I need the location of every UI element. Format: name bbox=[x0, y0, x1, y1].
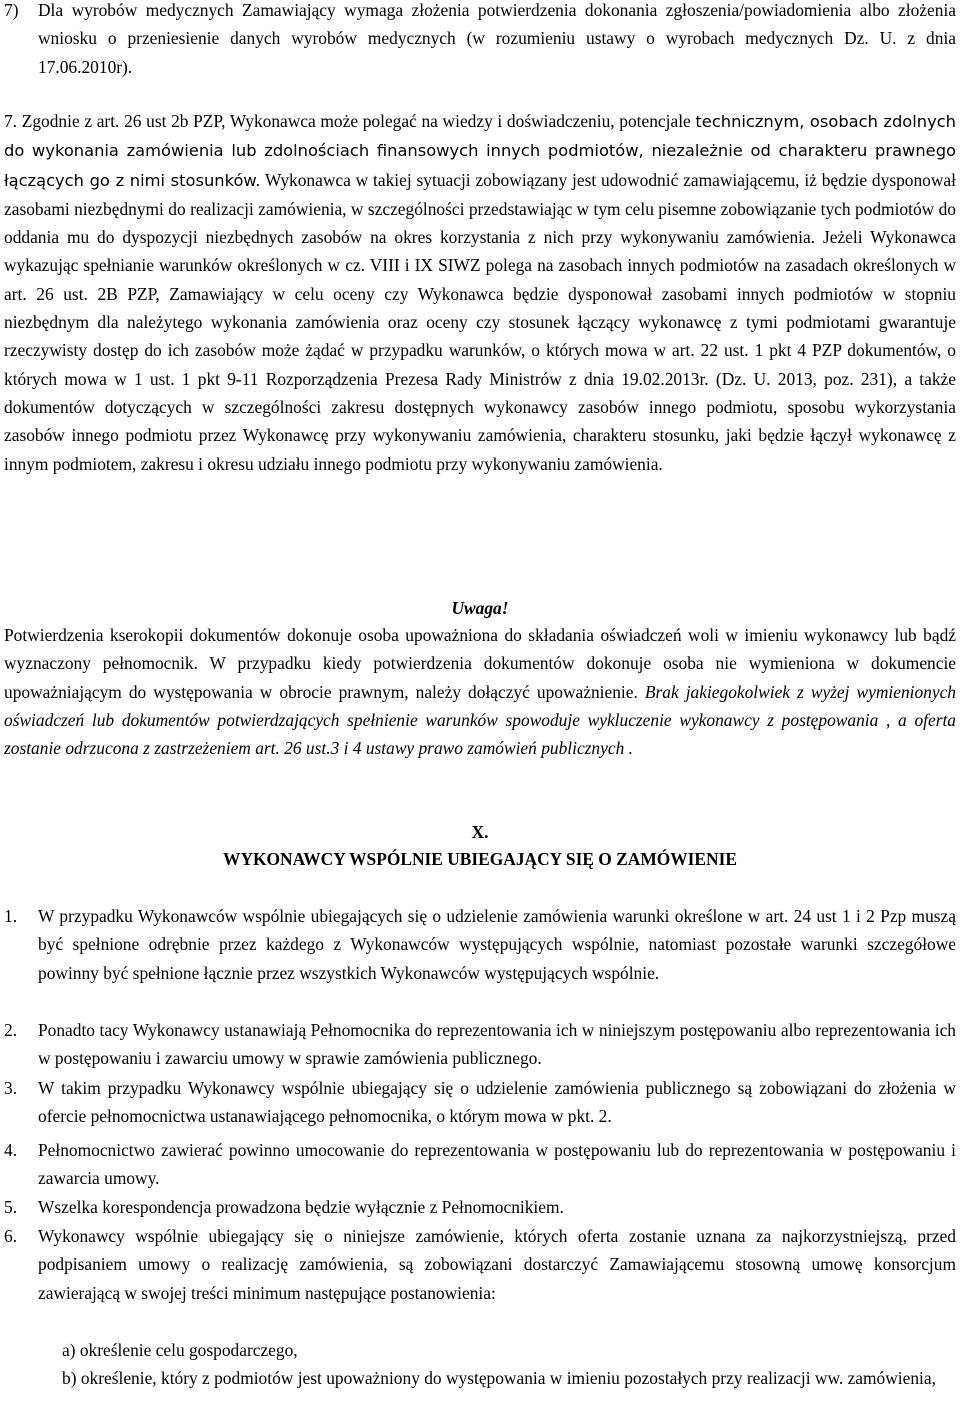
list-item bbox=[4, 1016, 956, 1073]
uwaga-heading: Uwaga! bbox=[451, 598, 509, 618]
list-item-number: 2. bbox=[4, 1020, 18, 1040]
paragraph-7 bbox=[4, 107, 956, 478]
list-item bbox=[4, 1136, 956, 1193]
list-item bbox=[4, 1193, 956, 1221]
item-7-parenthesis bbox=[4, 0, 956, 81]
list-item bbox=[4, 1222, 956, 1307]
list-item-number: 3. bbox=[4, 1078, 18, 1098]
section-number: X. bbox=[471, 822, 489, 842]
list-item-number: 5. bbox=[4, 1197, 18, 1217]
list-item-text: Ponadto tacy Wykonawcy ustanawiają Pełnomocnika do reprezentowania ich w niniejszym postępowaniu albo reprezentowania ich w postępowaniu i zawarciu umowy w sprawie zamówienia publicznego. bbox=[38, 1020, 956, 1069]
list-item-number: 1. bbox=[4, 906, 18, 926]
list-item-text: W takim przypadku Wykonawcy wspólnie ubiegający się o udzielenie zamówienia publicznego są zobowiązani do złożenia w ofercie pełnomocnictwa ustanawiającego pełnomocnika, o którym mowa w pkt. 2. bbox=[38, 1078, 956, 1127]
list-item-text: Wykonawcy wspólnie ubiegający się o niniejsze zamówienie, których oferta zostanie uznana za najkorzystniejszą, przed podpisaniem umowy o realizację zamówienia, są zobowiązani dostarczyć Zamawiającemu stosowną umowę konsorcjum zawierającą w swojej treści minimum następujące postanowienia: bbox=[38, 1226, 956, 1303]
paragraph-rest: Wykonawca w takiej sytuacji zobowiązany jest udowodnić zamawiającemu, iż będzie dysponował zasobami niezbędnymi do realizacji zamówienia, w szczególności przedstawiając w tym celu pisemne zobowiązanie tych podmiotów do oddania mu do dyspozycji niezbędnych zasobów na okres korzystania z nich przy wykonywaniu zamówienia. Jeżeli Wykonawca wykazując spełnianie warunków określonych w cz. VIII i IX SIWZ polega na zasobach innych podmiotów na zasadach określonych w art. 26 ust. 2B PZP, Zamawiający w celu oceny czy Wykonawca będzie dysponował zasobami innych podmiotów w stopniu niezbędnym dla należytego wykonania zamówienia oraz oceny czy stosunek łączący wykonawcę z tymi podmiotami gwarantuje rzeczywisty dostęp do ich zasobów może żądać w przypadku warunków, o których mowa w art. 22 ust. 1 pkt 4 PZP dokumentów, o których mowa w 1 ust. 1 pkt 9-11 Rozporządzenia Prezesa Rady Ministrów z dnia 19.02.2013r. (Dz. U. 2013, poz. 231), a także dokumentów dotyczących w szczególności zakresu dostępnych wykonawcy zasobów innego podmiotu, sposobu wykorzystania zasobów innego podmiotu przez Wykonawcę przy wykonywaniu zamówienia, charakteru stosunku, jaki będzie łączył wykonawcę z innym podmiotem, zakresu i okresu udziału innego podmiotu przy wykonywaniu zamówienia. bbox=[4, 169, 956, 474]
paragraph-sans-part: technicznym, osobach zdolnych do wykonania zamówienia lub zdolnościach finansowych innych podmiotów, niezależnie od charakteru prawnego łączących go z nimi stosunków. bbox=[4, 112, 956, 190]
list-item-text: W przypadku Wykonawców wspólnie ubiegających się o udzielenie zamówienia warunki określone w art. 24 ust 1 i 2 Pzp muszą być spełnione odrębnie przez każdego z Wykonawców występujących wspólnie, natomiast pozostałe warunki szczegółowe powinny być spełnione łącznie przez wszystkich Wykonawców występujących wspólnie. bbox=[38, 906, 956, 983]
item-number: 7) bbox=[4, 0, 19, 20]
uwaga-italic-text: Brak jakiegokolwiek z wyżej wymienionych oświadczeń lub dokumentów potwierdzających spełnienie warunków spowoduje wykluczenie wykonawcy z postępowania , a oferta zostanie odrzucona z zastrzeżeniem art. 26 ust.3 i 4 ustawy prawo zamówień publicznych . bbox=[4, 681, 956, 759]
paragraph-lead: 7. Zgodnie z art. 26 ust 2b PZP, Wykonawca może polegać na wiedzy i doświadczeniu, potencjale bbox=[4, 111, 691, 131]
sub-list-item: a) określenie celu gospodarczego, bbox=[62, 1340, 298, 1360]
section-title: WYKONAWCY WSPÓLNIE UBIEGAJĄCY SIĘ O ZAMÓWIENIE bbox=[223, 849, 737, 869]
uwaga-text: Potwierdzenia kserokopii dokumentów dokonuje osoba upoważniona do składania oświadczeń woli w imieniu wykonawcy lub bądź wyznaczony pełnomocnik. W przypadku kiedy potwierdzenia dokumentów dokonuje osoba nie wymieniona w dokumencie upoważniającym do występowania w obrocie prawnym, należy dołączyć upoważnienie. bbox=[4, 625, 956, 702]
list-item-number: 6. bbox=[4, 1226, 18, 1246]
list-item bbox=[4, 902, 956, 987]
item-text: Dla wyrobów medycznych Zamawiający wymaga złożenia potwierdzenia dokonania zgłoszenia/powiadomienia albo złożenia wniosku o przeniesienie danych wyrobów medycznych (w rozumieniu ustawy o wyrobach medycznych Dz. U. z dnia 17.06.2010r). bbox=[38, 0, 956, 77]
list-item-text: Pełnomocnictwo zawierać powinno umocowanie do reprezentowania w postępowaniu lub do reprezentowania w postępowaniu i zawarcia umowy. bbox=[38, 1140, 956, 1189]
list-item bbox=[4, 1074, 956, 1131]
list-item-number: 4. bbox=[4, 1140, 18, 1160]
sub-list-item: b) określenie, który z podmiotów jest upoważniony do występowania w imieniu pozostałych przy realizacji ww. zamówienia, bbox=[62, 1368, 936, 1388]
uwaga-paragraph bbox=[4, 621, 956, 762]
list-item-text: Wszelka korespondencja prowadzona będzie wyłącznie z Pełnomocnikiem. bbox=[38, 1197, 564, 1217]
